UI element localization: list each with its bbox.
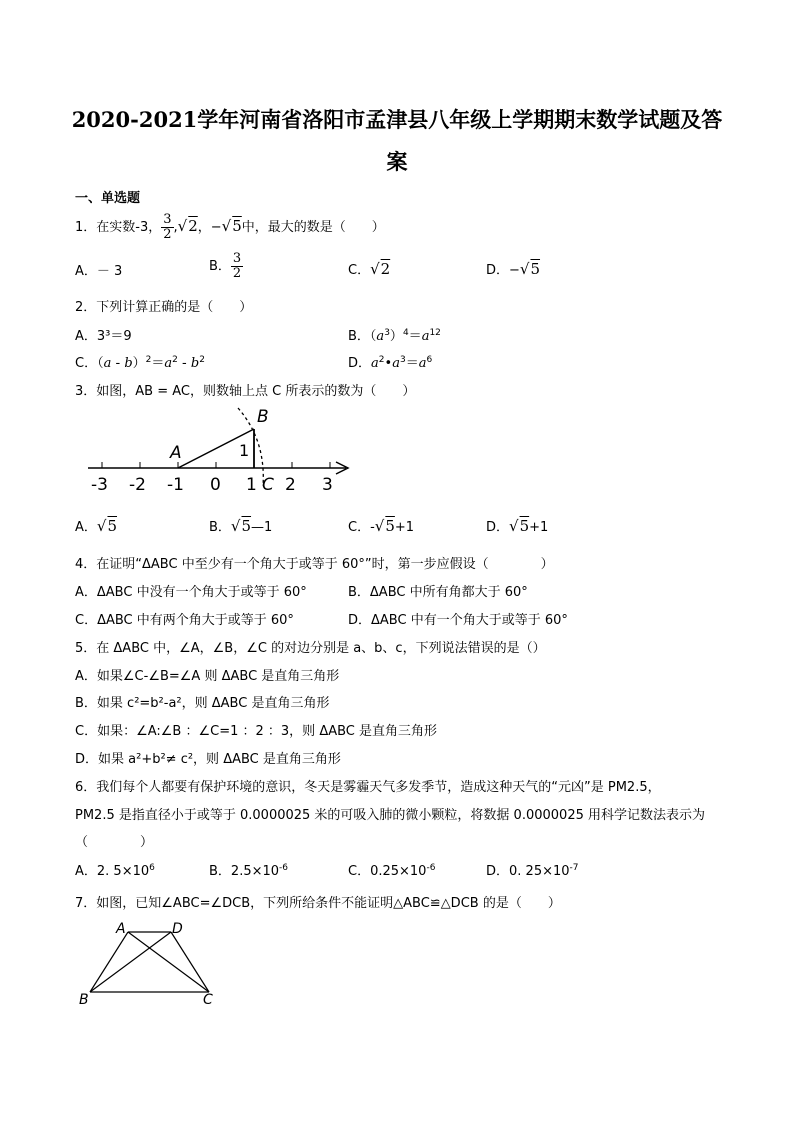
q5-option-c: C．如果：∠A:∠B ：∠C=1 ：2 ：3，则 ΔABC 是直角三角形: [75, 724, 438, 739]
q3-b-radical: √5: [230, 517, 252, 535]
q1-frac-num: 3: [163, 212, 172, 227]
tick-label: 2: [285, 475, 296, 494]
q3-d-label: D．: [486, 520, 510, 535]
number-line-figure: [80, 404, 360, 494]
q2-option-c: [75, 352, 205, 371]
q2-b-res-exp: 12: [429, 328, 441, 338]
q3-option-a: [75, 516, 117, 535]
section-heading: 一、单选题: [75, 191, 141, 206]
q2-b-mid: ）: [389, 329, 403, 344]
q1-sep2: ，−: [197, 220, 222, 235]
q4-option-d: D．ΔABC 中有一个角大于或等于 60°: [348, 613, 568, 628]
tick-label: 3: [322, 475, 333, 494]
q3-a-label: A．: [75, 520, 97, 535]
q2-b-pre: B．（: [348, 329, 377, 344]
q1-c-radical: √2: [370, 260, 391, 278]
q3-option-b: [209, 516, 272, 535]
q3-b-label: B．: [209, 520, 231, 535]
point-a-label: A: [170, 443, 182, 463]
q2-c-a2: a: [164, 356, 173, 371]
q6-option-c: [348, 860, 435, 879]
q1-b-den: 2: [232, 266, 242, 281]
doc-title-line2: 案: [386, 149, 408, 174]
q6-option-b: [209, 860, 288, 879]
q3-c-radical: √5: [374, 517, 395, 535]
q3-a-rad-value: 5: [107, 517, 118, 535]
q2-b-res: a: [421, 329, 430, 344]
point-c-label: C: [203, 992, 213, 1008]
q2-d-b: a: [392, 356, 400, 371]
point-c-label: C: [262, 475, 274, 494]
q2-c-a: a: [103, 356, 112, 371]
q1-d-radical: √5: [519, 260, 541, 278]
q2-b-exp1: 3: [384, 328, 390, 338]
point-a-label: A: [116, 921, 126, 937]
question-2-stem: 2．下列计算正确的是（ ）: [75, 300, 253, 315]
tick-label: -2: [129, 475, 146, 494]
point-b-label: B: [79, 992, 89, 1008]
q4-option-b: B．ΔABC 中所有角都大于 60°: [348, 585, 528, 600]
doc-title-line1: 2020-2021学年河南省洛阳市孟津县八年级上学期期末数学试题及答: [71, 107, 723, 132]
q3-d-radical: √5: [509, 517, 530, 535]
question-7-stem: 7．如图，已知∠ABC=∠DCB，下列所给条件不能证明△ABC≌△DCB 的是（ ）: [75, 896, 561, 911]
question-6-line2: PM2.5 是指直径小于或等于 0.0000025 米的可吸入肺的微小颗粒，将数据 0.0000025 用科学记数法表示为: [75, 808, 705, 823]
q6-a-pre: A．2. 5×10: [75, 864, 150, 879]
q1-stem-tail: 中，最大的数是（ ）: [241, 220, 385, 235]
q6-c-exp: -6: [426, 863, 436, 873]
q2-c-exp: 2: [145, 355, 152, 365]
q2-b-eq: ＝: [408, 329, 422, 344]
q1-b-label: B．: [209, 259, 231, 274]
q1-option-c: [348, 259, 390, 278]
q3-d-tail: +1: [529, 520, 549, 535]
q6-b-exp: -6: [279, 863, 289, 873]
q2-c-b: b: [124, 356, 133, 371]
q2-d-dot: •: [384, 356, 393, 371]
tick-label: 0: [210, 475, 221, 494]
segment-dc: [171, 932, 209, 992]
q3-b-tail: —1: [251, 520, 273, 535]
q5-option-a: A．如果∠C-∠B=∠A 则 ΔABC 是直角三角形: [75, 669, 340, 684]
q6-option-d: [486, 860, 579, 879]
q1-fraction: [161, 213, 173, 242]
q6-b-pre: B．2.5×10: [209, 864, 280, 879]
tick-label: -1: [167, 475, 184, 494]
q1-d-rad-value: 5: [530, 260, 541, 278]
tick-label: 1: [246, 475, 257, 494]
q3-option-d: [486, 516, 548, 535]
q1-rad2-value: 5: [232, 217, 242, 235]
q6-a-exp: 6: [149, 863, 155, 873]
q4-option-a: A．ΔABC 中没有一个角大于或等于 60°: [75, 585, 307, 600]
q2-c-pre: C．（: [75, 356, 104, 371]
q2-d-a: a: [371, 356, 379, 371]
question-5-stem: 5．在 ΔABC 中，∠A，∠B，∠C 的对边分别是 a、b、c，下列说法错误的是（）: [75, 641, 546, 656]
q3-b-rad-value: 5: [241, 517, 252, 535]
q1-frac-den: 2: [163, 227, 172, 242]
q3-a-radical: √5: [96, 517, 118, 535]
q2-option-a: A．3³＝9: [75, 329, 132, 344]
q1-radical-2: √5: [221, 217, 242, 235]
q2-option-d: [348, 352, 432, 371]
q6-option-a: [75, 860, 155, 879]
question-1-stem: [75, 213, 385, 242]
point-d-label: D: [172, 921, 183, 937]
q2-c-minus2: -: [177, 356, 191, 371]
q3-d-rad-value: 5: [519, 517, 530, 535]
q3-c-rad-value: 5: [385, 517, 395, 535]
q5-option-d: D．如果 a²+b²≠ c²，则 ΔABC 是直角三角形: [75, 752, 341, 767]
q2-d-pre: D．: [348, 356, 372, 371]
q2-d-res-exp: 6: [426, 355, 433, 365]
q1-option-d: [486, 259, 540, 278]
q1-b-num: 3: [232, 251, 242, 266]
triangle-figure: [76, 918, 226, 1010]
q6-d-pre: D．0. 25×10: [486, 864, 570, 879]
q2-c-minus: -: [111, 356, 125, 371]
question-4-stem: 4．在证明“ΔABC 中至少有一个角大于或等于 60°”时，第一步应假设（ ）: [75, 557, 554, 572]
q1-sep1: ,: [173, 220, 178, 235]
point-b-label: B: [257, 407, 269, 427]
q2-b-exp2: 4: [402, 328, 409, 338]
q4-option-c: C．ΔABC 中有两个角大于或等于 60°: [75, 613, 294, 628]
q2-d-res: a: [418, 356, 427, 371]
q3-option-c: [348, 516, 414, 535]
segment-ab: [90, 932, 128, 992]
q2-b-base: a: [376, 329, 385, 344]
question-3-stem: 3．如图，AB = AC，则数轴上点 C 所表示的数为（ ）: [75, 384, 416, 399]
q1-d-label: D．−: [486, 263, 520, 278]
q1-option-a: A．－ 3: [75, 264, 123, 279]
q3-c-tail: +1: [394, 520, 415, 535]
question-6-line1: 6．我们每个人都要有保护环境的意识，冬天是雾霾天气多发季节，造成这种天气的“元凶”是 PM2.5，: [75, 780, 661, 795]
q1-option-b: [209, 252, 243, 281]
q2-c-eq: ＝: [151, 356, 165, 371]
q3-c-label: C．-: [348, 520, 375, 535]
q1-b-fraction: [231, 252, 243, 281]
q2-c-b2: b: [190, 356, 200, 371]
segment-bd: [90, 932, 171, 992]
height-label: 1: [239, 441, 250, 460]
q1-stem-text: 1．在实数-3，: [75, 220, 162, 235]
q1-radical-1: √2: [177, 217, 198, 235]
q1-rad1-value: 2: [188, 217, 198, 235]
question-6-line3: （ ）: [75, 835, 154, 850]
q2-c-close: ）: [132, 356, 146, 371]
q2-c-a2exp: 2: [172, 355, 178, 365]
q6-c-pre: C．0.25×10: [348, 864, 427, 879]
segment-ac: [128, 932, 209, 992]
q2-d-eq: ＝: [405, 356, 419, 371]
q2-option-b: [348, 325, 441, 344]
q2-c-b2exp: 2: [199, 355, 205, 365]
q2-d-exp1: 2: [378, 355, 385, 365]
q5-option-b: B．如果 c²=b²-a²，则 ΔABC 是直角三角形: [75, 696, 330, 711]
q1-c-label: C．: [348, 263, 371, 278]
q2-d-exp2: 3: [399, 355, 406, 365]
q6-d-exp: -7: [569, 863, 579, 873]
q1-c-rad-value: 2: [380, 260, 391, 278]
tick-label: -3: [91, 475, 108, 494]
